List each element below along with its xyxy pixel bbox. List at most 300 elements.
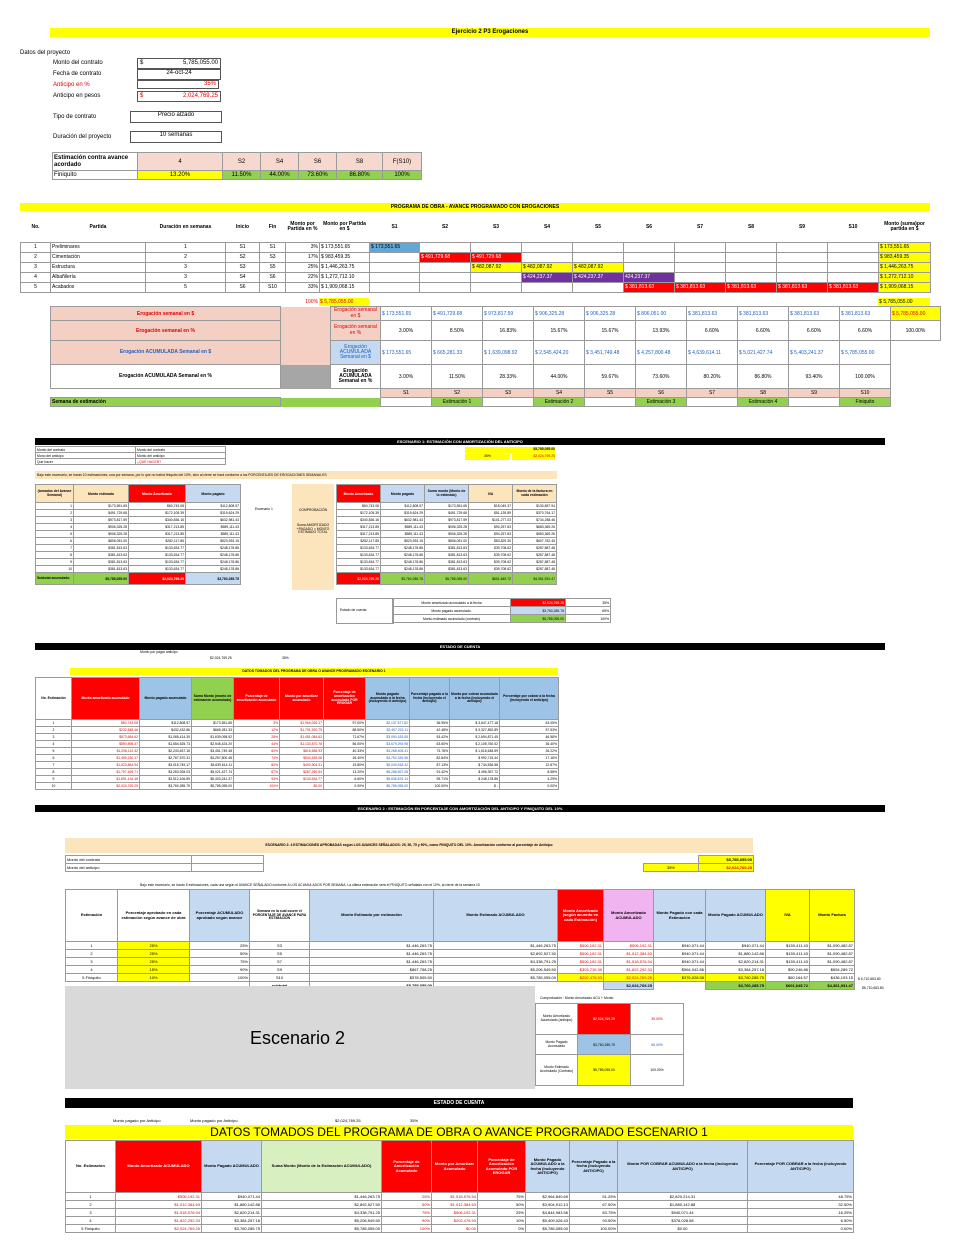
- table-row: [36, 545, 241, 552]
- erogation-table: [50, 306, 941, 407]
- table-row: [36, 762, 559, 769]
- table-row: [66, 958, 855, 966]
- value-cell: $5,785,055.00: [366, 783, 410, 790]
- value-cell: $133,634.77: [337, 566, 381, 573]
- text-estimacion-table-row1-5: F(S10): [383, 153, 422, 171]
- value-cell: 10: [36, 783, 72, 790]
- value-cell: 93%: [234, 776, 280, 783]
- value-cell: 50%: [478, 1201, 526, 1209]
- value-cell: $589,111.43: [381, 524, 425, 531]
- text-programa-est-labels-0: [381, 398, 432, 407]
- advance-pct-field: 35%: [137, 80, 219, 89]
- value-cell: $5,785,055.00: [434, 974, 558, 982]
- text-programa-headers-10: S4: [543, 223, 551, 230]
- table-row: [21, 252, 931, 262]
- estado2-table: [65, 1140, 854, 1233]
- semana-estimacion-label: Semana de estimación: [51, 398, 281, 407]
- text-estado2-headers-5: Monto por Amortizar Acumulado: [432, 1141, 478, 1193]
- scenario2-title: ESCENARIO 2 : ESTIMACIÓN EN PORCENTAJE CON AMORTIZACIÓN DEL ANTICIPO Y FINIQUITO DEL 10%: [35, 805, 885, 812]
- text-programa-acum-pct-5: 73.60%: [636, 365, 687, 389]
- value-cell: $573,684.62: [72, 734, 140, 741]
- text-escenario2-headers-10: IVA: [766, 890, 810, 942]
- paid-amount: $589,111.43: [186, 524, 241, 531]
- week-cell: $ 482,087.92: [522, 262, 573, 272]
- text-programa-est-labels-8: [789, 398, 840, 407]
- value-cell: $607,762.45: [513, 538, 557, 545]
- text-programa-acum-pct-1: 11.50%: [432, 365, 483, 389]
- value-cell: $2,024,769.25: [116, 1225, 202, 1233]
- text-programa-erog-sem-5: $ 806,051.00: [636, 307, 687, 321]
- value-cell: 36.95%: [410, 720, 450, 727]
- paid-amount: $589,111.43: [186, 531, 241, 538]
- week-number: 4: [36, 524, 74, 531]
- value-cell: $523,933.15: [381, 538, 425, 545]
- value-cell: $2,964,840.69: [526, 1193, 570, 1201]
- partida-pct: 17%: [286, 252, 320, 262]
- value-cell: $248,178.86: [381, 552, 425, 559]
- value-cell: $734,258.46: [513, 517, 557, 524]
- scenario1-params: [35, 446, 226, 465]
- table-row: [337, 545, 557, 552]
- partida-name: Preliminares: [51, 242, 146, 252]
- value-cell: 28%: [234, 734, 280, 741]
- value-cell: $2,820,214.31: [618, 1193, 748, 1201]
- scenario1-pct: 35%: [465, 454, 510, 460]
- value-cell: $303,715.39: [558, 966, 604, 974]
- text-programa-est-labels-7: Estimación 4: [738, 398, 789, 407]
- partida-total: $ 1,272,712.10: [879, 272, 931, 282]
- value-cell: 100%: [190, 974, 250, 982]
- value-cell: $940,071.44: [706, 942, 766, 950]
- estado1-subtitle: DATOS TOMADOS DEL PROGRAMA DE OBRA O AVANCE PROGRAMADO ESCENARIO 1: [70, 668, 558, 675]
- value-cell: $133,634.77: [337, 559, 381, 566]
- text-programa-erog-pct-mid: Erogación semanal en %: [331, 321, 381, 341]
- text-programa-erog-pct-8: 6.60%: [789, 321, 840, 341]
- value-cell: $287,887.48: [513, 545, 557, 552]
- value-cell: $381,813.63: [425, 552, 469, 559]
- start-week: S1: [226, 242, 260, 252]
- value-cell: $172,105.39: [337, 510, 381, 517]
- table-row: [36, 510, 241, 517]
- text-programa-acum-pct-label: Erogación ACUMULADA Semanal en %: [51, 365, 281, 389]
- text-programa-erog-pct-9: 6.60%: [840, 321, 891, 341]
- value-cell: $ 2,694,871.45: [450, 734, 500, 741]
- paid-amount: $632,981.43: [186, 517, 241, 524]
- partida-amount: $ 983,459.35: [320, 252, 370, 262]
- text-programa-est-labels-2: [483, 398, 534, 407]
- table-row: [36, 538, 241, 545]
- week-cell: [726, 262, 777, 272]
- week-cell: [420, 272, 471, 282]
- value-cell: $150,411.43: [766, 942, 810, 950]
- value-cell: $ 3,647,477.18: [450, 720, 500, 727]
- text-escenario2-headers-11: Monto Factura: [810, 890, 855, 942]
- scenario1-label: Escenario 1: [255, 507, 273, 511]
- text-programa-headers-9: S3: [492, 223, 500, 230]
- value-cell: $5,785,055.00: [526, 1225, 570, 1233]
- value-cell: $2,820,214.31: [202, 1209, 262, 1217]
- value-cell: $1,639,098.92: [192, 734, 234, 741]
- value-cell: 1: [36, 720, 72, 727]
- text-programa-acum-pct-0: 3.00%: [381, 365, 432, 389]
- value-cell: $83,829.30: [469, 538, 513, 545]
- week-cell: [370, 282, 420, 292]
- value-cell: $4,792,339.56: [366, 755, 410, 762]
- text-estimacion-table-row1-1: S2: [223, 153, 261, 171]
- value-cell: $5,206,549.50: [262, 1217, 382, 1225]
- value-cell: $381,813.63: [425, 566, 469, 573]
- contract-amount-label: Monto del contrato: [53, 60, 103, 66]
- advance-pct-label: Anticipo en %: [53, 82, 90, 88]
- text-escenario2-headers-7: Monto Amortizado ACUMULADO: [604, 890, 654, 942]
- text-escenario2-comp-rows-0-2: 35.00%: [631, 1004, 684, 1035]
- partida-amount: $ 1,909,068.15: [320, 282, 370, 292]
- value-cell: 25%: [118, 942, 190, 950]
- value-cell: $3,090,183.55: [366, 734, 410, 741]
- partida-pct: 25%: [286, 262, 320, 272]
- value-cell: $317,213.85: [337, 524, 381, 531]
- value-cell: $1,012,384.63: [432, 1201, 478, 1209]
- text-programa-grand-total: $ 5,785,055.00: [878, 298, 930, 306]
- value-cell: $3,679,294.98: [366, 741, 410, 748]
- text-estimacion-table-row2-0: 13.20%: [138, 171, 223, 180]
- text-programa-weeks-2: S3: [483, 389, 534, 398]
- text-programa-headers-3: Inicio: [235, 223, 250, 230]
- value-cell: $150,411.43: [766, 958, 810, 966]
- text-programa-est-labels-4: [585, 398, 636, 407]
- table-row: [66, 966, 855, 974]
- value-cell: $2,137,577.82: [366, 720, 410, 727]
- value-cell: S10: [250, 974, 310, 982]
- value-cell: $2,457,202.11: [366, 727, 410, 734]
- text-programa-est-labels-1: Estimación 1: [432, 398, 483, 407]
- text-programa-headers-12: S6: [645, 223, 653, 230]
- table-row: [36, 559, 241, 566]
- text-programa-acum-7: $ 5,021,427.74: [738, 341, 789, 365]
- estimated-amount: $806,051.00: [74, 538, 129, 545]
- value-cell: $564,042.86: [654, 966, 706, 974]
- value-cell: $4,257,800.48: [192, 755, 234, 762]
- text-estimacion-table-row1-0: 4: [138, 153, 223, 171]
- scenario2-extra-1: $ 6,710,663.80: [858, 977, 881, 981]
- end-week: S6: [260, 272, 286, 282]
- value-cell: $1,822,292.33: [604, 966, 654, 974]
- text-escenario1-estado-rows-1-0: Monto pagado acumulado-: [393, 607, 511, 615]
- table-row: [36, 531, 241, 538]
- week-cell: $ 482,087.92: [573, 262, 624, 272]
- text-estimacion-table-row2-3: 73.60%: [299, 171, 337, 180]
- value-cell: $317,213.85: [337, 531, 381, 538]
- value-cell: 4: [36, 741, 72, 748]
- value-cell: $506,192.31: [558, 942, 604, 950]
- partida-name: Estructura: [51, 262, 146, 272]
- end-week: S1: [260, 242, 286, 252]
- text-programa-erog-sem-1: $ 491,729.68: [432, 307, 483, 321]
- text-escenario2-headers-6: Monto Amortizado (según acuerdo en cada Estimación): [558, 890, 604, 942]
- value-cell: $248,178.86: [381, 566, 425, 573]
- value-cell: $173,551.65: [425, 503, 469, 510]
- value-cell: $173,551.65: [192, 720, 234, 727]
- value-cell: 3: [36, 734, 72, 741]
- table-row: [36, 769, 559, 776]
- text-programa-acum-pct-6: 80.20%: [687, 365, 738, 389]
- table-row: [66, 1201, 854, 1209]
- text-estado2-headers-0: No. Estimación: [66, 1141, 116, 1193]
- value-cell: $ 496,357.72: [450, 769, 500, 776]
- text-programa-acum-pct-3: 44.00%: [534, 365, 585, 389]
- value-cell: $654,289.72: [810, 966, 855, 974]
- value-cell: $1,090,482.87: [810, 950, 855, 958]
- table-row: [36, 720, 559, 727]
- partida-name: Cimentación: [51, 252, 146, 262]
- partida-amount: $ 1,272,712.10: [320, 272, 370, 282]
- table-row: [36, 566, 241, 573]
- value-cell: 91.42%: [410, 769, 450, 776]
- text-escenario2-comp-rows-2-1: $5,785,055.00: [578, 1055, 631, 1086]
- text-escenario2-headers-2: Porcentaje ACUMULADO aprobado según avance: [190, 890, 250, 942]
- value-cell: S7: [250, 958, 310, 966]
- value-cell: $ 3,327,852.89: [450, 727, 500, 734]
- text-escenario1-estado-rows-0-0: Monto amortizado acumulado a la fecha: [393, 599, 511, 607]
- value-cell: 42.48%: [410, 727, 450, 734]
- week-cell: $ 424,237.37: [573, 272, 624, 282]
- table-row: [66, 1217, 854, 1225]
- value-cell: $5,409,026.43: [526, 1217, 570, 1225]
- value-cell: $0.00: [432, 1225, 478, 1233]
- advance-pesos-field: [137, 91, 221, 102]
- value-cell: $2,024,769.25: [604, 974, 654, 982]
- duration-field: 10 semanas: [130, 131, 222, 143]
- value-cell: $491,729.68: [425, 510, 469, 517]
- value-cell: $ 2,105,760.02: [450, 741, 500, 748]
- week-cell: [471, 242, 522, 252]
- text-estado1-headers-3: Suma Monto (monto de estimación acumulado): [192, 678, 234, 720]
- text-escenario1-que-hacer-val: ¿QUÉ HACER?: [136, 459, 226, 465]
- value-cell: $2,820,214.31: [706, 958, 766, 966]
- text-programa-total-pct: 100%: [305, 299, 319, 305]
- text-programa-erog-sem-4: $ 906,325.28: [585, 307, 636, 321]
- scenario2-banner: ESCENARIO 2: 4 ESTIMACIONES APROBADAS según LOS AVANCES SEÑALADOS: 25, 50, 75 y 90%, como FINIQUITO DEL 10%. Amortización conforme al porcentaje de Anticipo: [65, 838, 753, 853]
- text-programa-erog-pct-label: Erogación semanal en %: [51, 321, 281, 341]
- text-escenario2-comp-rows-1-1: $3,760,285.75: [578, 1035, 631, 1055]
- value-cell: 40.33%: [324, 748, 366, 755]
- value-cell: $5,288,697.28: [366, 769, 410, 776]
- table-row: [337, 538, 557, 545]
- table-row: [337, 552, 557, 559]
- value-cell: 12%: [234, 727, 280, 734]
- row-number: 3: [21, 262, 51, 272]
- text-estado2-headers-4: Porcentaje de Amortización Acumulado: [382, 1141, 432, 1193]
- partida-total: $ 173,551.65: [879, 242, 931, 252]
- value-cell: 0.00%: [500, 783, 559, 790]
- value-cell: $940,071.44: [654, 950, 706, 958]
- value-cell: 44%: [234, 741, 280, 748]
- text-estimacion-table-row1-2: S4: [261, 153, 299, 171]
- text-estado1-headers-10: Porcentaje por cobrar a la fecha (incluyendo el anticipo): [500, 678, 559, 720]
- value-cell: 15%: [118, 966, 190, 974]
- text-escenario1-estado-rows-0-1: $2,024,769.25: [511, 599, 566, 607]
- value-cell: $1,133,870.78: [280, 741, 324, 748]
- scenario1-comprobacion-panel: [292, 484, 334, 590]
- value-cell: 16.25%: [748, 1209, 854, 1217]
- paid-amount: $319,624.29: [186, 510, 241, 517]
- estimated-amount: $973,817.59: [74, 517, 129, 524]
- table-row: [66, 950, 855, 958]
- value-cell: $940,071.44: [202, 1193, 262, 1201]
- week-number: 6: [36, 538, 74, 545]
- scenario1-left-table: [35, 484, 241, 585]
- value-cell: 3%: [234, 720, 280, 727]
- estado1-title: ESTADO DE CUENTA: [35, 643, 885, 650]
- text-escenario1-estado-rows-2-0: Monto estimado acumulado (contrato): [393, 615, 511, 623]
- table-row: [36, 517, 241, 524]
- work-program-table: [20, 212, 931, 293]
- value-cell: $202,476.93: [432, 1217, 478, 1225]
- text-estado1-headers-4: Porcentaje de amortización acumulado: [234, 678, 280, 720]
- text-programa-erog-pct-10: 100.00%: [891, 321, 941, 341]
- text-programa-est-labels-6: [687, 398, 738, 407]
- value-cell: $376,028.58: [618, 1217, 748, 1225]
- value-cell: $1,518,576.94: [432, 1193, 478, 1201]
- value-cell: $4,844,983.56: [526, 1209, 570, 1217]
- text-estado2-headers-6: Porcentaje de Amortización Acumulado POR EROGAR: [478, 1141, 526, 1193]
- week-cell: $ 482,087.92: [471, 262, 522, 272]
- partida-pct: 3%: [286, 242, 320, 252]
- text-programa-weeks-6: S7: [687, 389, 738, 398]
- value-cell: $3,760,285.75: [140, 783, 192, 790]
- value-cell: $5,785,055.00: [262, 1225, 382, 1233]
- value-cell: $940,071.44: [654, 942, 706, 950]
- scenario1-title: ESCENARIO 1: ESTIMACIÓN CON AMORTIZACIÓN DEL ANTICIPO: [35, 438, 885, 445]
- week-cell: $ 381,813.63: [624, 282, 675, 292]
- week-cell: [624, 242, 675, 252]
- table-row: [337, 524, 557, 531]
- value-cell: 90%: [190, 966, 250, 974]
- value-cell: $3,904,912.13: [526, 1201, 570, 1209]
- text-programa-acum-mid: Erogación ACUMULADA Semanal en $: [331, 341, 381, 365]
- value-cell: 73.78%: [410, 748, 450, 755]
- value-cell: $60,743.08: [72, 720, 140, 727]
- value-cell: 5 Finiquito: [66, 974, 118, 982]
- estado2-pagar-value: $2,024,769.25: [335, 1118, 361, 1123]
- text-escenario1-left-total-0: Subtotal acumulado: [36, 573, 74, 585]
- contract-type-label: Tipo de contrato: [53, 114, 97, 120]
- text-escenario1-estado-label: Estado de cuenta: [340, 608, 367, 612]
- week-cell: [828, 252, 879, 262]
- value-cell: $3,384,257.18: [706, 966, 766, 974]
- paid-amount: $523,933.15: [186, 538, 241, 545]
- week-cell: [777, 262, 828, 272]
- week-cell: [370, 262, 420, 272]
- text-programa-headers-1: Partida: [89, 223, 107, 230]
- text-escenario1-comprobacion: COMPROBACIÓN: [298, 508, 328, 512]
- week-cell: [573, 252, 624, 262]
- table-row: [21, 282, 931, 292]
- text-estado2-headers-10: Porcentaje POR COBRAR a la fecha (incluyendo ANTICIPO): [748, 1141, 854, 1193]
- currency-sign: $: [140, 60, 144, 66]
- value-cell: 19.80%: [324, 762, 366, 769]
- value-cell: $3,263,928.03: [140, 769, 192, 776]
- amortized-amount: $317,213.85: [129, 524, 186, 531]
- value-cell: $ 1,516,648.59: [450, 748, 500, 755]
- text-escenario2-headers-5: Monto Estimado ACUMULADO: [434, 890, 558, 942]
- text-programa-headers-5: Monto por Partida en %: [287, 220, 318, 232]
- text-programa-acum-label: Erogación ACUMULADA Semanal en $: [51, 341, 281, 365]
- value-cell: $94,257.83: [469, 524, 513, 531]
- value-cell: $60,743.08: [337, 503, 381, 510]
- value-cell: S5: [250, 950, 310, 958]
- partida-total: $ 1,446,263.75: [879, 262, 931, 272]
- week-number: 1: [36, 503, 74, 510]
- value-cell: $39,708.62: [469, 552, 513, 559]
- text-escenario1-estado-rows-2-2: 100%: [566, 615, 611, 623]
- row-number: 1: [21, 242, 51, 252]
- text-estimacion-table-row2-4: 86.80%: [337, 171, 383, 180]
- text-escenario1-left-total-1: $5,785,055.00: [74, 573, 129, 585]
- amortized-amount: $172,105.39: [129, 510, 186, 517]
- value-cell: 4: [66, 1217, 116, 1225]
- value-cell: $5,021,427.74: [192, 769, 234, 776]
- text-programa-headers-0: No.: [31, 223, 40, 230]
- scenario2-params: [65, 855, 754, 872]
- text-programa-acum-0: $ 173,551.65: [381, 341, 432, 365]
- week-cell: $ 381,813.63: [675, 282, 726, 292]
- partida-name: Acabados: [51, 282, 146, 292]
- text-programa-weeks-4: S5: [585, 389, 636, 398]
- value-cell: 50%: [190, 950, 250, 958]
- table-row: [36, 755, 559, 762]
- text-escenario1-left-total-2: $2,024,769.25: [129, 573, 186, 585]
- value-cell: $4,338,791.25: [434, 958, 558, 966]
- text-programa-acum-2: $ 1,639,098.92: [483, 341, 534, 365]
- page-title: Ejercicio 2 P3 Erogaciones: [50, 28, 930, 37]
- table-row: [36, 552, 241, 559]
- week-cell: [471, 282, 522, 292]
- text-estado2-headers-8: Porcentaje Pagado a la fecha (incluyendo ANTICIPO): [570, 1141, 618, 1193]
- value-cell: $112,808.57: [381, 503, 425, 510]
- value-cell: $287,887.48: [513, 552, 557, 559]
- text-estado2-headers-2: Monto Pagado ACUMULADO: [202, 1141, 262, 1193]
- row-number: 2: [21, 252, 51, 262]
- value-cell: 97.00%: [324, 720, 366, 727]
- value-cell: $1,654,525.73: [140, 741, 192, 748]
- text-escenario1-estado-rows-0-2: 35%: [566, 599, 611, 607]
- text-programa-erog-sem-6: $ 381,813.63: [687, 307, 738, 321]
- amortized-amount: $133,634.77: [129, 552, 186, 559]
- text-escenario2-headers-0: Estimación: [66, 890, 118, 942]
- text-programa-acum-8: $ 5,403,241.37: [789, 341, 840, 365]
- text-programa-headers-17: Monto (suma)por partida en $: [884, 220, 925, 232]
- value-cell: $90,246.86: [766, 966, 810, 974]
- text-escenario1-left-headers-2: Monto Amortizado: [129, 485, 186, 503]
- value-cell: $506,192.31: [558, 950, 604, 958]
- value-cell: $1,446,263.75: [310, 958, 434, 966]
- text-escenario2-headers-4: Monto Estimado por estimación: [310, 890, 434, 942]
- week-number: 3: [36, 517, 74, 524]
- text-escenario2-headers-3: Semana en la cual ocurre el PORCENTAJE DE AVANCE PARA ESTIMACIÓN: [250, 890, 310, 942]
- amortized-amount: $340,836.16: [129, 517, 186, 524]
- value-cell: 0%: [478, 1225, 526, 1233]
- paid-amount: $248,178.86: [186, 559, 241, 566]
- text-programa-acum-pct-8: 93.40%: [789, 365, 840, 389]
- table-row: [337, 566, 557, 573]
- text-programa-erog-pct-5: 13.93%: [636, 321, 687, 341]
- text-programa-acum-6: $ 4,639,614.11: [687, 341, 738, 365]
- text-escenario1-right-headers-1: Monto pagado: [381, 485, 425, 503]
- scenario2-big-label: Escenario 2: [250, 1028, 346, 1048]
- value-cell: $400,904.31: [280, 762, 324, 769]
- text-programa-headers-13: S7: [696, 223, 704, 230]
